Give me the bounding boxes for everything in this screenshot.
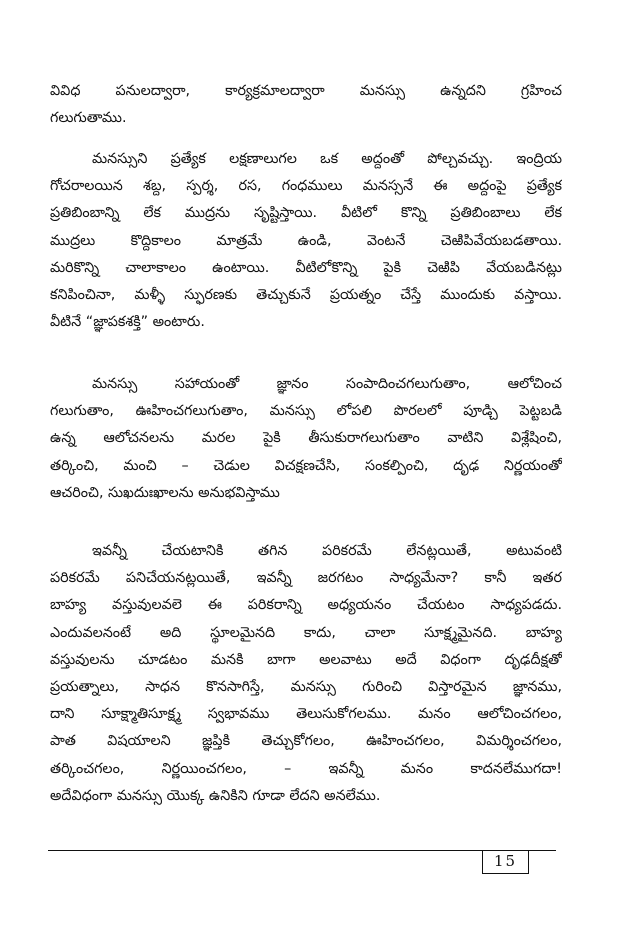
footer-divider [48, 850, 556, 851]
paragraph-line: గోచరాలయిన శబ్ద, స్పర్శ, రస, గంధములు మనస్సనే ఈ అద్దంపై ప్రత్యేక [50, 178, 562, 195]
paragraph-line: పరికరమే పనిచేయనట్లయితే, ఇవన్నీ జరగటం సాధ్యమేనా? కానీ ఇతర [50, 570, 562, 587]
paragraph-line: బాహ్య వస్తువులవలె ఈ పరికరాన్ని అధ్యయనం చేయటం సాధ్యపడదు. [50, 597, 562, 614]
paragraph-line: ఆచరించి, సుఖదుఃఖాలను అనుభవిస్తాము [50, 484, 280, 501]
paragraph-line: వస్తువులను చూడటం మనకి బాగా అలవాటు అదే విధంగా దృఢదీక్షతో [50, 651, 562, 668]
paragraph-line: వివిధ పనులద్వారా, కార్యక్రమాలద్వారా మనస్సు ఉన్నదని గ్రహించ [50, 83, 562, 99]
paragraph-line: మరికొన్ని చాలాకాలం ఉంటాయి. వీటిలోకొన్ని పైకి చెఱిపి వేయబడినట్లు [50, 259, 562, 276]
paragraph-3 [50, 371, 562, 507]
paragraph-line: అదేవిధంగా మనస్సు యొక్క ఉనికిని గూడా లేదని అనలేము. [50, 787, 381, 804]
paragraph-line: గలుగుతాం, ఊహించగలుగుతాం, మనస్సు లోపలి పొరలలో పూడ్చి పెట్టబడి [50, 403, 562, 420]
paragraph-line: ఉన్న ఆలోచనలను మరల పైకి తీసుకురాగలుగుతాం వాటిని విశ్లేషించి, [50, 430, 562, 447]
paragraph-line: గలుగుతాము. [50, 110, 127, 127]
paragraph-line: తర్కించి, మంచి – చెడుల విచక్షణచేసి, సంకల్పించి, దృఢ నిర్ణయంతో [50, 457, 562, 474]
paragraph-line: ముద్రలు కొద్దికాలం మాత్రమే ఉండి, వెంటనే చెఱిపివేయబడతాయి. [50, 232, 562, 249]
paragraph-line: కనిపించినా, మళ్ళీ స్ఫురణకు తెచ్చుకునే ప్రయత్నం చేస్తే ముందుకు వస్తాయి. [50, 286, 562, 303]
paragraph-line: వీటినే “జ్ఞాపకశక్తి” అంటారు. [50, 314, 205, 331]
paragraph-line: పాత విషయాలని జ్ఞప్తికి తెచ్చుకోగలం, ఊహించగలం, విమర్శించగలం, [50, 733, 562, 750]
paragraph-line: ప్రతిబింబాన్ని లేక ముద్రను సృష్టిస్తాయి. వీటిలో కొన్ని ప్రతిబింబాలు లేక [50, 205, 562, 222]
paragraph-line: ఎందువలనంటే అది స్థూలమైనది కాదు, చాలా సూక్ష్మమైనది. బాహ్య [50, 624, 562, 641]
paragraph-line: మనస్సుని ప్రత్యేక లక్షణాలుగల ఒక అద్దంతో పోల్చవచ్చు. ఇంద్రియ [92, 151, 562, 167]
paragraph-line: మనస్సు సహాయంతో జ్ఞానం సంపాదించగలుగుతాం, ఆలోచించ [92, 376, 562, 392]
paragraph-line: ప్రయత్నాలు, సాధన కొనసాగిస్తే, మనస్సు గురించి విస్తారమైన జ్ఞానము, [50, 678, 562, 695]
page-number: 15 [482, 850, 529, 874]
paragraph-line: ఇవన్నీ చేయటానికి తగిన పరికరమే లేనట్లయితే, అటువంటి [92, 543, 562, 559]
paragraph-2 [50, 146, 562, 336]
paragraph-4 [50, 538, 562, 810]
paragraph-line: దాని సూక్ష్మాతిసూక్ష్మ స్వభావము తెలుసుకోగలము. మనం ఆలోచించగలం, [50, 706, 562, 723]
paragraph-1 [50, 78, 562, 132]
paragraph-line: తర్కించగలం, నిర్ణయించగలం, – ఇవన్నీ మనం కాదనలేముగదా! [50, 760, 562, 777]
